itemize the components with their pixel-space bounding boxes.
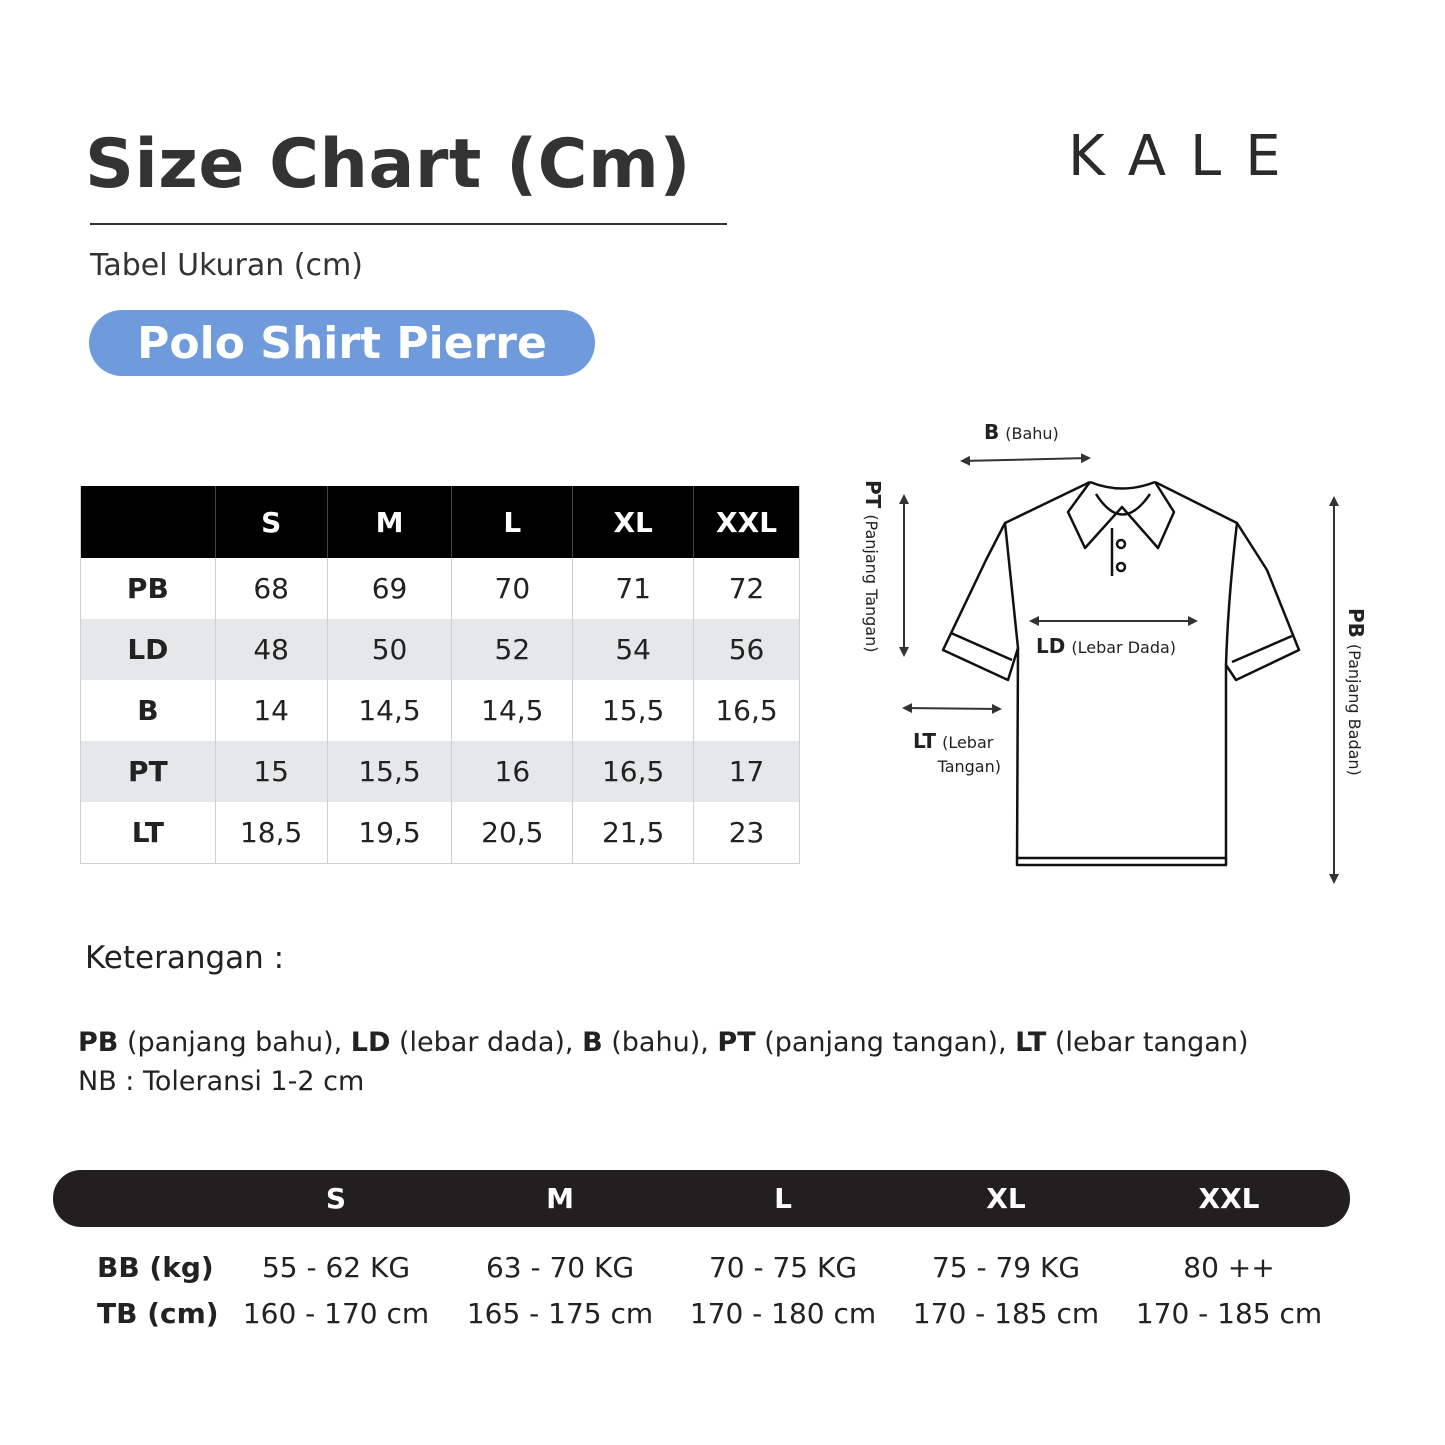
table-cell: 14	[215, 680, 327, 741]
svg-text:LD(Lebar Dada)	[1036, 634, 1176, 658]
abbreviation-legend	[78, 1023, 1249, 1062]
svg-text:LT(Lebar	[913, 729, 994, 753]
notes-legend	[78, 1023, 1249, 1101]
tb-value: 170 - 180 cm	[689, 1297, 877, 1330]
row-label: LT	[81, 802, 216, 863]
size-table	[80, 486, 800, 864]
table-row	[81, 619, 800, 680]
bb-value: 70 - 75 KG	[708, 1251, 858, 1284]
abbr-lt: LT	[1015, 1027, 1047, 1058]
table-cell: 71	[573, 558, 694, 619]
tb-value: 165 - 175 cm	[466, 1297, 654, 1330]
table-cell: 56	[694, 619, 800, 680]
row-label: B	[81, 680, 216, 741]
table-cell: 15,5	[327, 741, 452, 802]
abbr-ld-desc: (lebar dada),	[390, 1027, 583, 1058]
brand-logo: KALE	[1068, 124, 1305, 189]
table-cell: 69	[327, 558, 452, 619]
table-cell: 54	[573, 619, 694, 680]
abbr-pt-desc: (panjang tangan),	[755, 1027, 1016, 1058]
table-cell: 15,5	[573, 680, 694, 741]
tolerance-note: NB : Toleransi 1-2 cm	[78, 1066, 365, 1097]
label-lt-name: (Lebar	[942, 733, 994, 752]
abbr-ld: LD	[350, 1027, 391, 1058]
notes-heading: Keterangan :	[85, 940, 285, 976]
header-cell: S	[215, 486, 327, 558]
row-label: PB	[81, 558, 216, 619]
label-ld-name: (Lebar Dada)	[1071, 638, 1177, 657]
svg-text:PT(Panjang Tangan)	[861, 480, 885, 652]
abbr-pb: PB	[78, 1027, 119, 1058]
fit-size-label: L	[774, 1182, 792, 1215]
label-pb-abbr: PB	[1344, 608, 1368, 638]
table-row	[81, 680, 800, 741]
abbr-pt: PT	[717, 1027, 756, 1058]
table-cell: 70	[452, 558, 573, 619]
label-pt-abbr: PT	[861, 480, 885, 509]
table-cell: 48	[215, 619, 327, 680]
bb-value: 55 - 62 KG	[261, 1251, 411, 1284]
fit-size-label: XL	[986, 1182, 1026, 1215]
svg-text:B(Bahu)	[984, 420, 1059, 444]
table-row	[81, 558, 800, 619]
shirt-outline-icon	[943, 482, 1299, 865]
product-name-badge: Polo Shirt Pierre	[89, 310, 595, 376]
bb-row-label: BB (kg)	[97, 1251, 214, 1284]
row-label: PT	[81, 741, 216, 802]
polo-shirt-diagram	[840, 400, 1400, 900]
measure-arrows-icon	[904, 458, 1334, 882]
row-label: LD	[81, 619, 216, 680]
abbr-b-desc: (bahu),	[602, 1027, 718, 1058]
table-cell: 72	[694, 558, 800, 619]
tb-value: 170 - 185 cm	[912, 1297, 1100, 1330]
table-row	[81, 802, 800, 863]
abbr-pb-desc: (panjang bahu),	[118, 1027, 351, 1058]
table-cell: 52	[452, 619, 573, 680]
table-cell: 68	[215, 558, 327, 619]
abbr-lt-desc: (lebar tangan)	[1046, 1027, 1249, 1058]
label-pb-name: (Panjang Badan)	[1345, 643, 1364, 776]
table-cell: 16	[452, 741, 573, 802]
bb-value: 63 - 70 KG	[485, 1251, 635, 1284]
abbr-b: B	[582, 1027, 603, 1058]
label-ld-abbr: LD	[1036, 634, 1066, 658]
header-cell: M	[327, 486, 452, 558]
table-row	[81, 741, 800, 802]
table-cell: 21,5	[573, 802, 694, 863]
label-b-abbr: B	[984, 420, 1000, 444]
table-cell: 16,5	[694, 680, 800, 741]
header-cell: XL	[573, 486, 694, 558]
size-table-header	[81, 486, 800, 558]
page-title: Size Chart (Cm)	[85, 125, 691, 204]
label-lt-name-line2: Tangan)	[937, 757, 1001, 776]
table-cell: 50	[327, 619, 452, 680]
table-cell: 16,5	[573, 741, 694, 802]
table-cell: 23	[694, 802, 800, 863]
table-cell: 19,5	[327, 802, 452, 863]
page-subtitle: Tabel Ukuran (cm)	[90, 248, 363, 283]
header-cell	[81, 486, 216, 558]
fit-size-label: XXL	[1198, 1182, 1260, 1215]
bb-value: 75 - 79 KG	[931, 1251, 1081, 1284]
table-cell: 18,5	[215, 802, 327, 863]
table-cell: 20,5	[452, 802, 573, 863]
header-cell: XXL	[694, 486, 800, 558]
table-cell: 14,5	[452, 680, 573, 741]
table-cell: 15	[215, 741, 327, 802]
bb-value: 80 ++	[1183, 1251, 1275, 1284]
header-cell: L	[452, 486, 573, 558]
title-underline	[90, 223, 727, 225]
label-b-name: (Bahu)	[1005, 424, 1059, 443]
label-lt-abbr: LT	[913, 729, 937, 753]
fit-size-label: M	[546, 1182, 574, 1215]
svg-text:PB(Panjang Badan)	[1344, 608, 1368, 776]
tb-value: 160 - 170 cm	[242, 1297, 430, 1330]
fit-size-label: S	[325, 1182, 347, 1215]
table-cell: 17	[694, 741, 800, 802]
fit-guide-header	[53, 1170, 1350, 1227]
tb-row-label: TB (cm)	[97, 1297, 219, 1330]
table-cell: 14,5	[327, 680, 452, 741]
tb-value: 170 - 185 cm	[1135, 1297, 1323, 1330]
label-pt-name: (Panjang Tangan)	[862, 514, 881, 653]
